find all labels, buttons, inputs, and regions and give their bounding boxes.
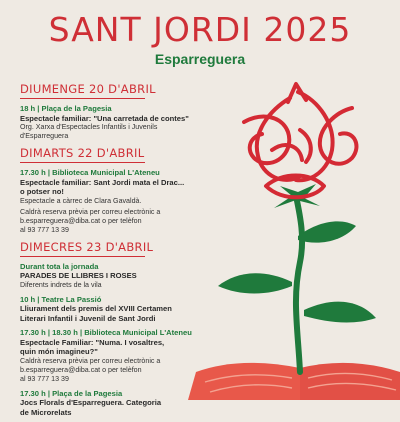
poster-title: SANT JORDI 2025 xyxy=(48,10,352,49)
rose-bloom xyxy=(244,84,356,197)
event-note: d'Esparreguera xyxy=(20,132,69,140)
event-time-place: Durant tota la jornada xyxy=(20,261,99,271)
event-time-place: 10 h | Teatre La Passió xyxy=(20,294,102,304)
event-title: Lliurament dels premis del XVIII Certamen xyxy=(20,304,172,313)
event-note: Espectacle a càrrec de Clara Gavaldà. xyxy=(20,196,142,205)
event-note: Diferents indrets de la vila xyxy=(20,280,102,289)
event xyxy=(20,389,245,418)
town-name: Esparreguera xyxy=(154,51,246,67)
event-title: Espectacle familiar: Sant Jordi mata el Drac... xyxy=(20,177,185,187)
event-time-place: 17.30 h | Biblioteca Municipal L'Ateneu xyxy=(20,168,160,177)
event-note: Caldrà reserva prèvia per correu electrònic a xyxy=(20,356,161,365)
event xyxy=(20,328,245,384)
rose-stem xyxy=(296,196,302,372)
event-contact-email: b.esparreguera@diba.cat o per telèfon xyxy=(20,365,142,374)
day-heading: DIMECRES 23 D'ABRIL xyxy=(20,240,145,257)
event-contact-email: b.esparreguera@diba.cat o per telèfon xyxy=(20,216,142,225)
event-title: quin món imagineu?" xyxy=(20,347,98,356)
book-right-page xyxy=(300,363,400,400)
event-time-place: 18 h | Plaça de la Pagesia xyxy=(20,104,112,113)
event-time-place: 17.30 h | Plaça de la Pagesia xyxy=(20,388,123,398)
event-contact-phone: al 93 777 13 39 xyxy=(20,374,69,383)
event-title: Espectacle familiar: "Una carretada de contes" xyxy=(20,113,189,123)
event-title: o potser no! xyxy=(20,187,64,196)
event-title: Espectacle Familiar: "Numa. I vosaltres, xyxy=(20,337,165,347)
day-section xyxy=(20,82,245,141)
event xyxy=(20,104,245,141)
event-time-place: 17.30 h | 18.30 h | Biblioteca Municipal L'Ateneu xyxy=(20,328,192,337)
leaf-right-upper xyxy=(298,221,356,242)
event-title: PARADES DE LLIBRES I ROSES xyxy=(20,271,137,280)
day-section xyxy=(20,240,245,418)
event-title: Literari Infantil i Juvenil de Sant Jordi xyxy=(20,313,156,323)
day-heading: DIMARTS 22 D'ABRIL xyxy=(20,146,145,163)
event-contact-phone: al 93 777 13 39 xyxy=(20,225,69,234)
event-note: Org. Xarxa d'Espectacles Infantils i Juvenils xyxy=(20,123,158,131)
event xyxy=(20,262,245,290)
event-title: de Microrelats xyxy=(20,407,72,417)
day-section xyxy=(20,146,245,235)
leaf-right-lower xyxy=(304,302,376,323)
event-title: Jocs Florals d'Esparreguera. Categoria xyxy=(20,398,162,407)
event-note: Caldrà reserva prèvia per correu electrònic a xyxy=(20,207,161,216)
program-list xyxy=(20,82,245,422)
event xyxy=(20,295,245,324)
event xyxy=(20,168,245,235)
day-heading: DIUMENGE 20 D'ABRIL xyxy=(20,82,145,99)
